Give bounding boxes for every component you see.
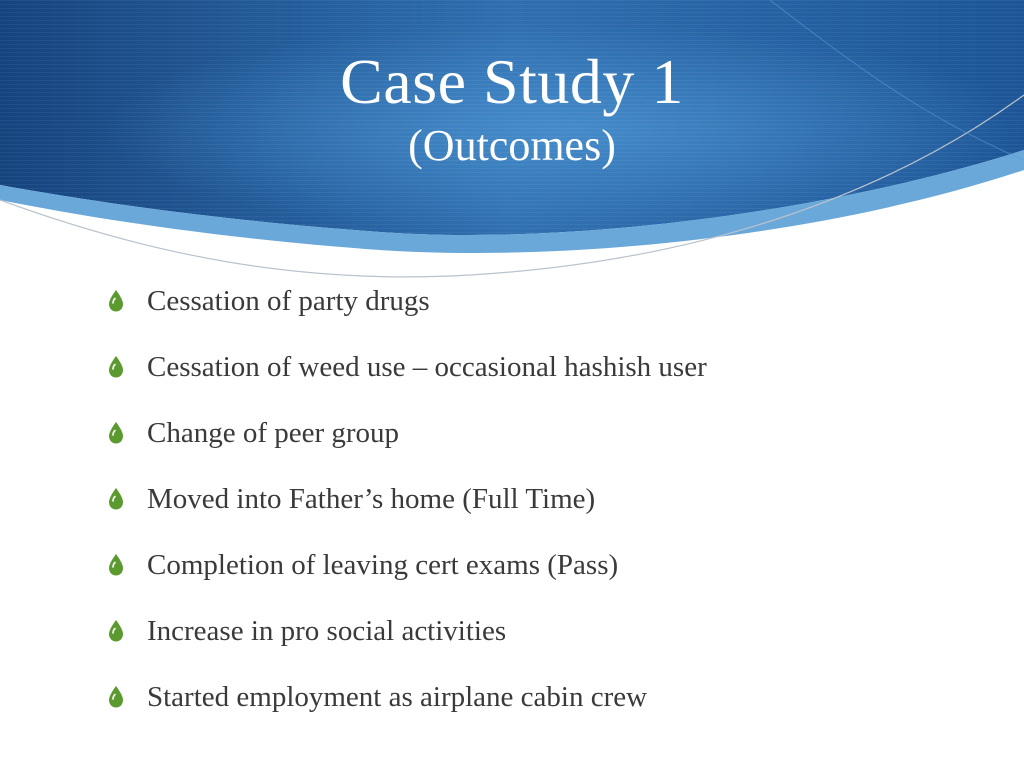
droplet-icon [108,554,124,576]
list-item [108,466,707,532]
droplet-icon [108,488,124,510]
bullet-list [108,268,707,730]
bullet-text: Started employment as airplane cabin crew [147,680,648,713]
droplet-icon [108,290,124,312]
slide-subtitle: (Outcomes) [408,121,616,170]
list-item [108,400,707,466]
droplet-icon [108,686,124,708]
list-item [108,532,707,598]
list-item [108,268,707,334]
bullet-text: Moved into Father’s home (Full Time) [147,482,596,515]
list-item [108,598,707,664]
title-block [0,44,1024,172]
slide-title: Case Study 1 [340,46,684,117]
bullet-text: Increase in pro social activities [147,614,507,647]
droplet-icon [108,356,124,378]
bullet-text: Cessation of party drugs [147,284,430,317]
bullet-text: Completion of leaving cert exams (Pass) [147,548,619,581]
bullet-text: Cessation of weed use – occasional hashish user [147,350,707,383]
droplet-icon [108,422,124,444]
list-item [108,334,707,400]
droplet-icon [108,620,124,642]
list-item [108,664,707,730]
bullet-text: Change of peer group [147,416,400,449]
